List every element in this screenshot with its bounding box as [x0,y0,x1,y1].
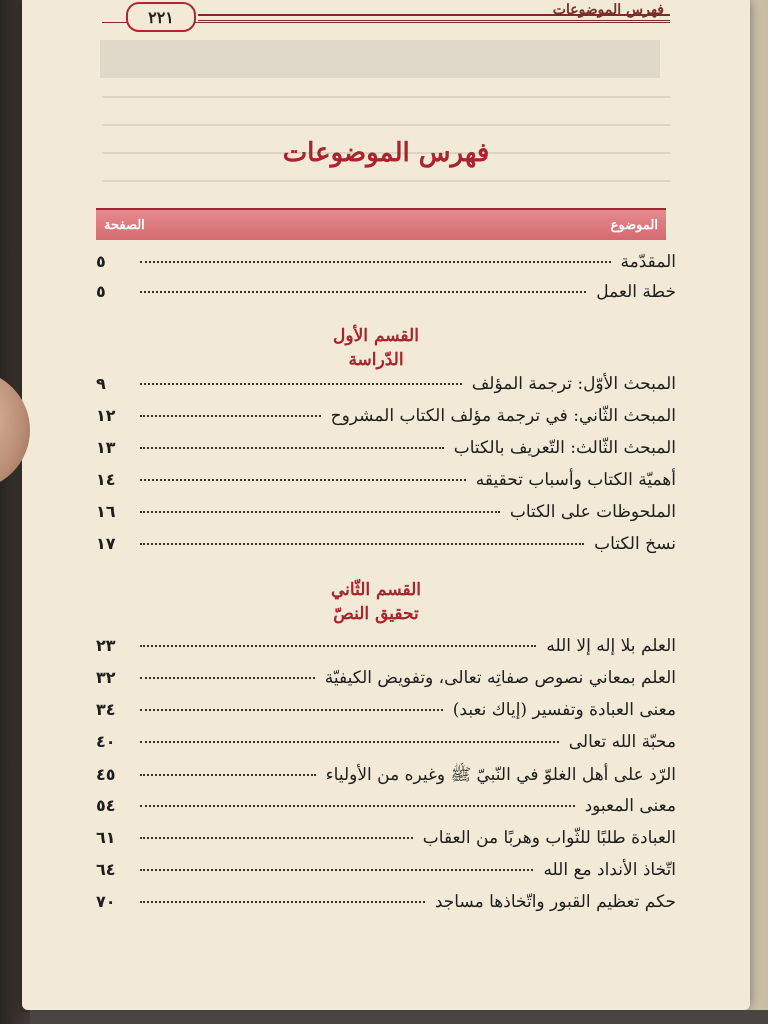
toc-entry-page: ٤٥ [96,765,116,784]
toc-entry [96,438,676,470]
toc-entry-title: الرّد على أهل الغلوّ في النّبيّ ﷺ وغيره من الأولياء [325,765,676,785]
toc-entry-page: ٥ [96,252,106,271]
toc-entry [96,700,676,732]
leader-dots [140,511,500,513]
show-through-band [100,40,660,78]
leader-dots [140,479,466,481]
leader-dots [140,741,559,743]
toc-entry-page: ١٦ [96,502,116,521]
running-head-title: فهرس الموضوعات [552,2,664,18]
toc-entry-title: حكم تعظيم القبور واتّخاذها مساجد [434,892,676,912]
toc-entry [96,860,676,892]
toc-entry-title: اتّخاذ الأنداد مع الله [543,860,676,880]
leader-dots [140,709,443,711]
toc-entry-title: العلم بمعاني نصوص صفاتِه تعالى، وتفويض الكيفيّة [324,668,676,688]
toc-entry [96,636,676,668]
toc-entry-title: المبحث الثّالث: التّعريف بالكتاب [453,438,676,458]
show-through-line [102,124,670,126]
toc-entry [96,470,676,502]
page-number-badge [126,2,196,32]
toc-entry [96,892,676,924]
toc-entry [96,796,676,828]
leader-dots [140,837,413,839]
toc-entry-page: ٥ [96,282,106,301]
toc-entry-page: ١٧ [96,534,116,553]
toc-entry-page: ٤٠ [96,732,116,751]
toc-entry [96,282,676,312]
book-page [22,0,750,1010]
toc-entry-page: ٩ [96,374,106,393]
toc-entry-title: المبحث الأوّل: ترجمة المؤلف [471,374,676,394]
toc-entry [96,406,676,438]
toc-entry-title: المبحث الثّاني: في ترجمة مؤلف الكتاب المشروح [330,406,676,426]
toc-entry [96,502,676,534]
toc-entry-title: أهميّة الكتاب وأسباب تحقيقه [475,470,676,490]
part-one-subheading: الدّراسة [348,350,404,370]
toc-entry-title: العبادة طلبًا للثّواب وهربًا من العقاب [422,828,676,848]
toc-entry-title: معنى العبادة وتفسير (إياك نعبد) [452,700,676,720]
toc-entry-title: المقدّمة [620,252,676,272]
toc-entry-page: ٦٤ [96,860,116,879]
leader-dots [140,805,575,807]
leader-dots [140,677,315,679]
part-two-subheading: تحقيق النصّ [333,604,419,624]
toc-entry-title: العلم بلا إله إلا الله [546,636,676,656]
toc-entry-page: ٣٢ [96,668,116,687]
leader-dots [140,447,444,449]
table-header [96,208,666,240]
part-one-heading: القسم الأول [333,326,419,346]
toc-entry-page: ٣٤ [96,700,116,719]
toc-entry-page: ١٢ [96,406,116,425]
show-through-line [102,96,670,98]
toc-entry-title: معنى المعبود [584,796,676,816]
leader-dots [140,645,536,647]
toc-entry [96,252,676,282]
toc-entry-title: الملحوظات على الكتاب [509,502,676,522]
header-subject: الموضوع [610,218,658,233]
toc-entry [96,534,676,566]
toc-entry-title: خطة العمل [596,282,676,302]
leader-dots [140,291,586,293]
leader-dots [140,869,533,871]
toc-entry [96,764,676,796]
photo-background-bottom [30,1010,768,1024]
toc-entry-page: ٦١ [96,828,116,847]
show-through-line [102,180,670,182]
leader-dots [140,543,584,545]
header-page: الصفحة [104,218,145,233]
leader-dots [140,383,462,385]
page-title: فهرس الموضوعات [282,138,490,168]
running-head [22,0,750,30]
toc-entry [96,374,676,406]
toc-entry-title: نسخ الكتاب [594,534,676,554]
toc-entry-title: محبّة الله تعالى [568,732,676,752]
toc-entry-page: ١٣ [96,438,116,457]
toc-entry-page: ٢٣ [96,636,116,655]
leader-dots [140,415,321,417]
page-number: ٢٢١ [148,7,174,27]
part-two-heading: القسم الثّاني [330,580,421,600]
toc-entry [96,668,676,700]
toc-entry [96,828,676,860]
toc-entry-page: ١٤ [96,470,116,489]
table-of-contents [96,252,676,924]
leader-dots [140,901,425,903]
toc-entry [96,732,676,764]
toc-entry-page: ٧٠ [96,892,116,911]
leader-dots [140,774,316,776]
leader-dots [140,261,611,263]
toc-entry-page: ٥٤ [96,796,116,815]
